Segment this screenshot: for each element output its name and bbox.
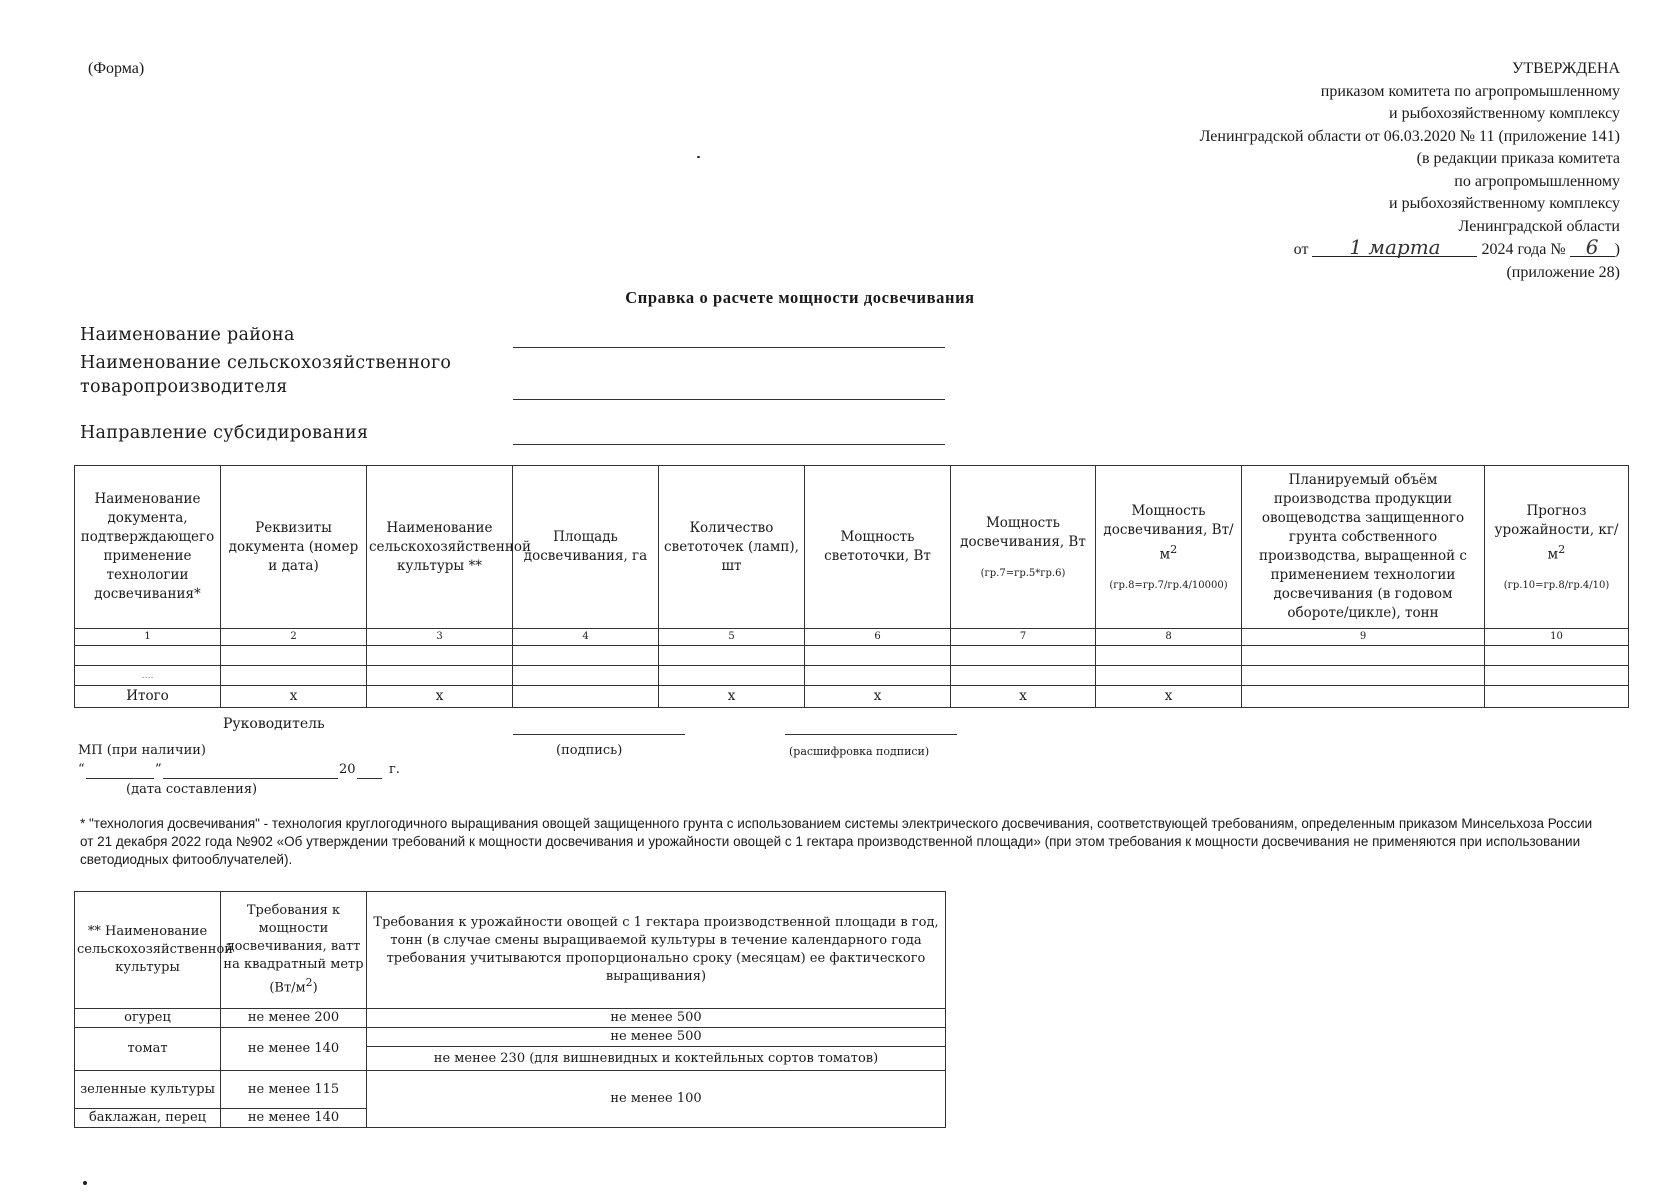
subsidy-field[interactable] — [513, 444, 945, 445]
scan-mark — [697, 156, 700, 158]
table-cell[interactable] — [1242, 666, 1485, 686]
header-lighting-power-wm2-text: Мощность досвечивания, Вт/м — [1103, 502, 1234, 563]
header-lighting-power-w — [951, 466, 1096, 629]
date-year-prefix: 20 — [339, 762, 356, 777]
table-row — [75, 1009, 946, 1028]
header-crop-name: Наименование сельскохозяйственной культуры ** — [367, 466, 513, 629]
signature-line[interactable] — [513, 734, 685, 735]
yield-requirement: не менее 100 — [367, 1071, 946, 1128]
date-year-field[interactable] — [357, 778, 382, 779]
req-header-yield: Требования к урожайности овощей с 1 гектара производственной площади в год, тонн (в случае смены выращиваемой культуры в течение календарного года требования учитываются пропорционально сроку (месяцам) ее фактического выращивания) — [367, 892, 946, 1009]
head-label: Руководитель — [223, 716, 325, 732]
table-cell[interactable] — [805, 666, 951, 686]
approval-line: Ленинградской области от 06.03.2020 № 11 (приложение 141) — [1199, 127, 1620, 145]
approval-date-line — [980, 235, 1620, 262]
decoding-line[interactable] — [785, 734, 957, 735]
table-row — [75, 1028, 946, 1047]
calculation-table — [74, 465, 1629, 708]
total-row — [75, 686, 1629, 708]
date-suffix: ) — [1614, 241, 1620, 258]
date-close-quote: ” — [155, 762, 162, 777]
req-header-crop: ** Наименование сельскохозяйственной культуры — [75, 892, 221, 1009]
subsidy-label: Направление субсидирования — [80, 423, 369, 443]
requirements-table — [74, 891, 946, 1128]
signature-caption: (подпись) — [556, 743, 623, 758]
crop-name: баклажан, перец — [75, 1109, 221, 1128]
header-document-name: Наименование документа, подтверждающего применение технологии досвечивания* — [75, 466, 221, 629]
column-number: 2 — [221, 629, 367, 646]
header-lamp-count: Количество светоточек (ламп), шт — [659, 466, 805, 629]
table-cell[interactable] — [1242, 646, 1485, 666]
column-numbers-row — [75, 629, 1629, 646]
crop-name: зеленные культуры — [75, 1071, 221, 1109]
date-year: 2024 года № — [1481, 241, 1566, 258]
table-cell[interactable] — [1485, 666, 1629, 686]
column-number: 4 — [513, 629, 659, 646]
yield-requirement-cherry: не менее 230 (для вишневидных и коктейльных сортов томатов) — [367, 1047, 946, 1071]
crop-name: томат — [75, 1028, 221, 1071]
approval-line: и рыбохозяйственному комплексу — [1389, 195, 1620, 212]
footnote: * "технология досвечивания" - технология круглогодичного выращивания овощей защищенного грунта с использованием системы электрического досвечивания, соответствующей требованиям, определенным приказом Минсельхоза России от 21 декабря 2022 года №902 «Об утверждении требований к мощности досвечивания и урожайности овощей с 1 гектара производственной площади» (при этом требования к мощности досвечивания не применяются при использовании светодиодных фитооблучателей). — [80, 816, 1593, 867]
decoding-caption: (расшифровка подписи) — [789, 745, 930, 758]
table-cell[interactable] — [367, 666, 513, 686]
header-yield-forecast — [1485, 466, 1629, 629]
total-cell: х — [951, 686, 1096, 708]
table-cell[interactable] — [1485, 646, 1629, 666]
total-cell: х — [659, 686, 805, 708]
approval-block — [980, 58, 1620, 284]
header-yield-forecast-text: Прогноз урожайности, кг/м — [1494, 502, 1619, 563]
district-field[interactable] — [513, 347, 945, 348]
header-lighting-power-w-text: Мощность досвечивания, Вт — [960, 515, 1086, 550]
table-cell[interactable] — [221, 666, 367, 686]
producer-label-line1: Наименование сельскохозяйственного — [80, 353, 452, 373]
stamp-label: МП (при наличии) — [78, 743, 206, 758]
total-cell: х — [367, 686, 513, 708]
date-caption: (дата составления) — [126, 782, 258, 797]
header-planned-volume: Планируемый объём производства продукции овощеводства защищенного грунта собственного производства, выращенной с применением технологии досвечивания (в годовом обороте/цикле), тонн — [1242, 466, 1485, 629]
table-cell[interactable] — [659, 666, 805, 686]
yield-requirement: не менее 500 — [367, 1009, 946, 1028]
table-cell[interactable] — [221, 646, 367, 666]
total-label: Итого — [75, 686, 221, 708]
power-requirement: не менее 200 — [221, 1009, 367, 1028]
header-area: Площадь досвечивания, га — [513, 466, 659, 629]
req-header-power — [221, 892, 367, 1009]
approval-line: (в редакции приказа комитета — [1416, 150, 1620, 167]
table-row — [75, 666, 1629, 686]
column-number: 1 — [75, 629, 221, 646]
req-header-power-end: ) — [312, 980, 318, 996]
table-cell[interactable] — [513, 646, 659, 666]
handwritten-number: 6 — [1570, 238, 1615, 257]
producer-field[interactable] — [513, 399, 945, 400]
appendix-label: (приложение 28) — [1506, 263, 1620, 281]
superscript: 2 — [1170, 542, 1178, 556]
column-number: 10 — [1485, 629, 1629, 646]
formula-col7: (гр.7=гр.5*гр.6) — [980, 568, 1066, 579]
approval-line: по агропромышленному — [1454, 172, 1620, 190]
document-title: Справка о расчете мощности досвечивания — [625, 288, 975, 307]
column-number: 7 — [951, 629, 1096, 646]
total-cell: х — [805, 686, 951, 708]
approval-line: Ленинградской области — [1458, 217, 1620, 235]
table-cell[interactable] — [951, 646, 1096, 666]
column-number: 8 — [1096, 629, 1242, 646]
table-cell[interactable] — [951, 666, 1096, 686]
scan-mark — [83, 1181, 87, 1185]
date-year-suffix: г. — [389, 762, 400, 777]
header-document-details: Реквизиты документа (номер и дата) — [221, 466, 367, 629]
header-lamp-power: Мощность светоточки, Вт — [805, 466, 951, 629]
approval-line: УТВЕРЖДЕНА — [1511, 60, 1620, 77]
power-requirement: не менее 140 — [221, 1028, 367, 1071]
date-day-field[interactable] — [86, 778, 154, 779]
date-open-quote: “ — [78, 762, 85, 777]
table-cell[interactable] — [367, 646, 513, 666]
column-number: 9 — [1242, 629, 1485, 646]
superscript: 2 — [305, 976, 313, 990]
approval-line: и рыбохозяйственному комплексу — [1389, 105, 1620, 122]
column-number: 5 — [659, 629, 805, 646]
total-cell[interactable] — [513, 686, 659, 708]
form-label: (Форма) — [88, 60, 145, 77]
power-requirement: не менее 115 — [221, 1071, 367, 1109]
total-cell[interactable] — [1242, 686, 1485, 708]
table-row — [75, 1071, 946, 1109]
table-cell[interactable] — [1096, 666, 1242, 686]
power-requirement: не менее 140 — [221, 1109, 367, 1128]
crop-name: огурец — [75, 1009, 221, 1028]
producer-label-line2: товаропроизводителя — [80, 377, 288, 397]
table-row — [75, 646, 1629, 666]
total-cell: х — [221, 686, 367, 708]
yield-requirement: не менее 500 — [367, 1028, 946, 1047]
total-cell[interactable] — [1485, 686, 1629, 708]
table-cell[interactable] — [75, 646, 221, 666]
req-header-power-text: Требования к мощности досвечивания, ватт на квадратный метр (Вт/м — [223, 903, 364, 996]
formula-col10: (гр.10=гр.8/гр.4/10) — [1503, 580, 1610, 592]
table-cell[interactable] — [659, 646, 805, 666]
column-number: 6 — [805, 629, 951, 646]
district-label: Наименование района — [80, 325, 295, 345]
column-number: 3 — [367, 629, 513, 646]
approval-line: приказом комитета по агропромышленному — [1320, 82, 1620, 100]
table-cell[interactable] — [513, 666, 659, 686]
table-cell[interactable] — [805, 646, 951, 666]
table-cell[interactable] — [1096, 646, 1242, 666]
date-month-field[interactable] — [163, 778, 338, 779]
formula-col8: (гр.8=гр.7/гр.4/10000) — [1109, 580, 1228, 592]
ellipsis-cell: …. — [75, 666, 221, 686]
handwritten-date: 1 марта — [1312, 238, 1477, 257]
date-prefix: от — [1293, 241, 1309, 258]
superscript: 2 — [1558, 542, 1566, 556]
header-lighting-power-wm2 — [1096, 466, 1242, 629]
total-cell: х — [1096, 686, 1242, 708]
